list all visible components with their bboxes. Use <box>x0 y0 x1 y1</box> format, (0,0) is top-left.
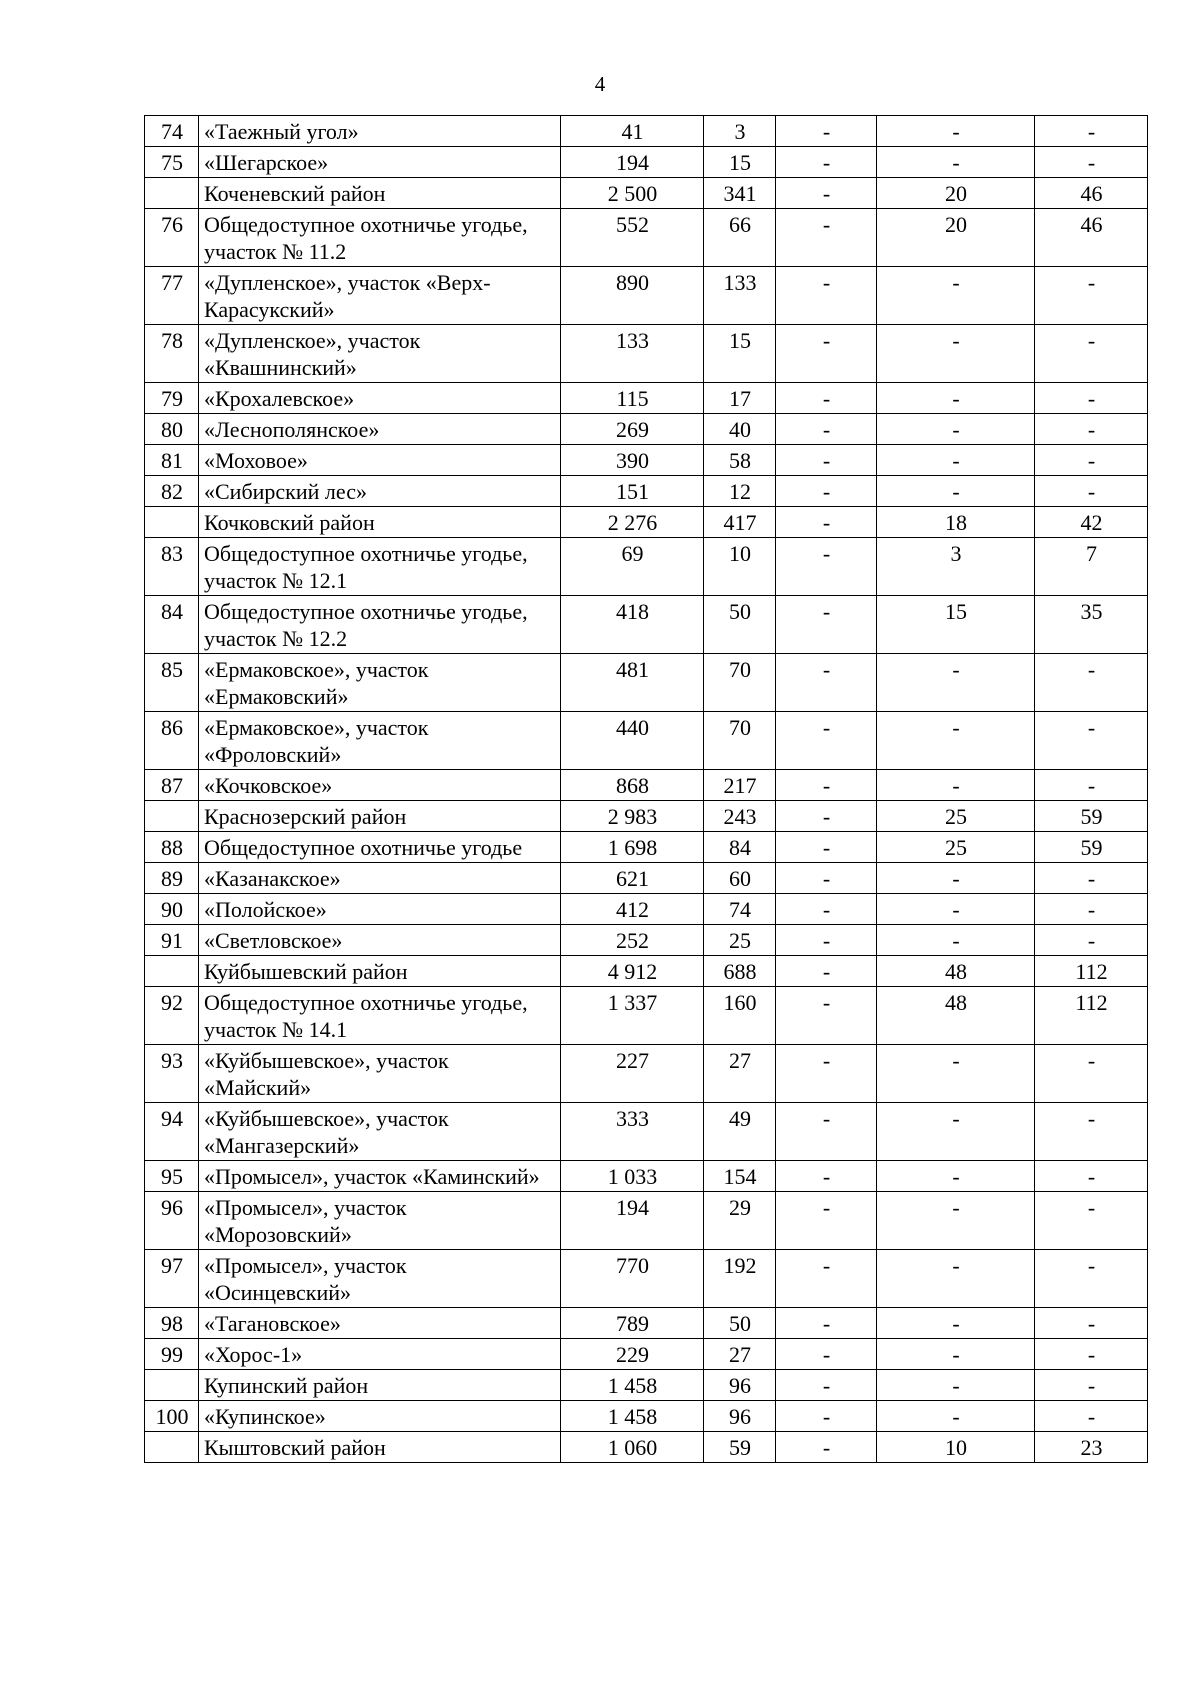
value-cell-5: - <box>1035 1161 1148 1192</box>
value-cell-1: 1 458 <box>561 1401 704 1432</box>
value-cell-5: - <box>1035 1045 1148 1103</box>
ground-name-cell: Коченевский район <box>199 178 561 209</box>
value-cell-1: 252 <box>561 925 704 956</box>
value-cell-3: - <box>776 267 877 325</box>
table-row <box>145 209 1148 267</box>
value-cell-4: 48 <box>877 987 1035 1045</box>
ground-name-cell: «Купинское» <box>199 1401 561 1432</box>
table-row <box>145 1103 1148 1161</box>
value-cell-1: 412 <box>561 894 704 925</box>
value-cell-2: 59 <box>704 1432 776 1463</box>
value-cell-5: - <box>1035 770 1148 801</box>
table-row <box>145 1192 1148 1250</box>
row-number-cell <box>145 801 199 832</box>
table-row <box>145 116 1148 147</box>
value-cell-2: 50 <box>704 1308 776 1339</box>
value-cell-5: - <box>1035 147 1148 178</box>
value-cell-1: 1 060 <box>561 1432 704 1463</box>
value-cell-3: - <box>776 476 877 507</box>
ground-name-cell: Куйбышевский район <box>199 956 561 987</box>
ground-name-cell: «Промысел», участок «Осинцевский» <box>199 1250 561 1308</box>
value-cell-2: 84 <box>704 832 776 863</box>
value-cell-1: 789 <box>561 1308 704 1339</box>
value-cell-3: - <box>776 147 877 178</box>
value-cell-2: 10 <box>704 538 776 596</box>
value-cell-3: - <box>776 956 877 987</box>
value-cell-2: 58 <box>704 445 776 476</box>
value-cell-4: - <box>877 770 1035 801</box>
ground-name-cell: «Промысел», участок «Морозовский» <box>199 1192 561 1250</box>
value-cell-1: 1 458 <box>561 1370 704 1401</box>
value-cell-5: - <box>1035 863 1148 894</box>
table-row <box>145 1161 1148 1192</box>
row-number-cell <box>145 178 199 209</box>
table-row <box>145 383 1148 414</box>
table-row <box>145 654 1148 712</box>
ground-name-cell: «Моховое» <box>199 445 561 476</box>
ground-name-cell: «Шегарское» <box>199 147 561 178</box>
district-summary-row <box>145 178 1148 209</box>
value-cell-3: - <box>776 1370 877 1401</box>
value-cell-5: - <box>1035 1339 1148 1370</box>
value-cell-1: 868 <box>561 770 704 801</box>
value-cell-3: - <box>776 507 877 538</box>
ground-name-cell: Кыштовский район <box>199 1432 561 1463</box>
row-number-cell: 89 <box>145 863 199 894</box>
ground-name-cell: «Полойское» <box>199 894 561 925</box>
row-number-cell: 94 <box>145 1103 199 1161</box>
value-cell-2: 160 <box>704 987 776 1045</box>
value-cell-5: 112 <box>1035 956 1148 987</box>
value-cell-5: - <box>1035 267 1148 325</box>
row-number-cell <box>145 1432 199 1463</box>
ground-name-cell: «Крохалевское» <box>199 383 561 414</box>
value-cell-1: 770 <box>561 1250 704 1308</box>
row-number-cell: 75 <box>145 147 199 178</box>
value-cell-3: - <box>776 1401 877 1432</box>
value-cell-2: 15 <box>704 325 776 383</box>
value-cell-2: 341 <box>704 178 776 209</box>
table-row <box>145 987 1148 1045</box>
row-number-cell: 85 <box>145 654 199 712</box>
row-number-cell: 78 <box>145 325 199 383</box>
row-number-cell: 91 <box>145 925 199 956</box>
table-row <box>145 770 1148 801</box>
table-row <box>145 1250 1148 1308</box>
table-row <box>145 325 1148 383</box>
value-cell-1: 269 <box>561 414 704 445</box>
value-cell-3: - <box>776 863 877 894</box>
value-cell-2: 15 <box>704 147 776 178</box>
district-summary-row <box>145 507 1148 538</box>
value-cell-5: 23 <box>1035 1432 1148 1463</box>
value-cell-1: 133 <box>561 325 704 383</box>
value-cell-2: 133 <box>704 267 776 325</box>
value-cell-4: - <box>877 1339 1035 1370</box>
row-number-cell: 86 <box>145 712 199 770</box>
row-number-cell <box>145 956 199 987</box>
ground-name-cell: «Ермаковское», участок «Фроловский» <box>199 712 561 770</box>
value-cell-1: 41 <box>561 116 704 147</box>
value-cell-4: 3 <box>877 538 1035 596</box>
district-summary-row <box>145 1370 1148 1401</box>
value-cell-3: - <box>776 538 877 596</box>
value-cell-5: 42 <box>1035 507 1148 538</box>
value-cell-1: 621 <box>561 863 704 894</box>
value-cell-2: 60 <box>704 863 776 894</box>
value-cell-1: 151 <box>561 476 704 507</box>
value-cell-5: - <box>1035 414 1148 445</box>
row-number-cell: 88 <box>145 832 199 863</box>
value-cell-1: 194 <box>561 1192 704 1250</box>
table-row <box>145 1401 1148 1432</box>
value-cell-2: 66 <box>704 209 776 267</box>
value-cell-1: 2 276 <box>561 507 704 538</box>
value-cell-3: - <box>776 1045 877 1103</box>
table-row <box>145 925 1148 956</box>
row-number-cell: 79 <box>145 383 199 414</box>
row-number-cell: 98 <box>145 1308 199 1339</box>
ground-name-cell: Кочковский район <box>199 507 561 538</box>
value-cell-5: 59 <box>1035 832 1148 863</box>
value-cell-5: 112 <box>1035 987 1148 1045</box>
table-row <box>145 267 1148 325</box>
value-cell-3: - <box>776 383 877 414</box>
value-cell-3: - <box>776 178 877 209</box>
table-row <box>145 596 1148 654</box>
ground-name-cell: Общедоступное охотничье угодье, участок № 12.1 <box>199 538 561 596</box>
value-cell-5: - <box>1035 325 1148 383</box>
value-cell-3: - <box>776 925 877 956</box>
value-cell-3: - <box>776 1192 877 1250</box>
value-cell-2: 96 <box>704 1401 776 1432</box>
ground-name-cell: Общедоступное охотничье угодье, участок № 12.2 <box>199 596 561 654</box>
table-row <box>145 1045 1148 1103</box>
value-cell-5: - <box>1035 1192 1148 1250</box>
ground-name-cell: «Дупленское», участок «Квашнинский» <box>199 325 561 383</box>
value-cell-3: - <box>776 1339 877 1370</box>
value-cell-1: 69 <box>561 538 704 596</box>
value-cell-4: 48 <box>877 956 1035 987</box>
ground-name-cell: Общедоступное охотничье угодье <box>199 832 561 863</box>
row-number-cell <box>145 1370 199 1401</box>
value-cell-2: 70 <box>704 654 776 712</box>
value-cell-4: 25 <box>877 801 1035 832</box>
ground-name-cell: «Куйбышевское», участок «Майский» <box>199 1045 561 1103</box>
row-number-cell: 84 <box>145 596 199 654</box>
table-row <box>145 894 1148 925</box>
value-cell-2: 154 <box>704 1161 776 1192</box>
value-cell-4: - <box>877 116 1035 147</box>
value-cell-3: - <box>776 832 877 863</box>
table-row <box>145 147 1148 178</box>
ground-name-cell: «Ермаковское», участок «Ермаковский» <box>199 654 561 712</box>
ground-name-cell: «Таежный угол» <box>199 116 561 147</box>
row-number-cell: 92 <box>145 987 199 1045</box>
value-cell-1: 1 337 <box>561 987 704 1045</box>
value-cell-3: - <box>776 654 877 712</box>
value-cell-2: 50 <box>704 596 776 654</box>
value-cell-5: - <box>1035 1308 1148 1339</box>
page-number: 4 <box>594 72 606 96</box>
value-cell-2: 70 <box>704 712 776 770</box>
value-cell-1: 4 912 <box>561 956 704 987</box>
value-cell-5: 35 <box>1035 596 1148 654</box>
row-number-cell: 96 <box>145 1192 199 1250</box>
value-cell-4: - <box>877 414 1035 445</box>
ground-name-cell: Краснозерский район <box>199 801 561 832</box>
value-cell-5: 59 <box>1035 801 1148 832</box>
value-cell-4: - <box>877 1308 1035 1339</box>
value-cell-5: - <box>1035 1250 1148 1308</box>
value-cell-1: 194 <box>561 147 704 178</box>
value-cell-4: - <box>877 654 1035 712</box>
district-summary-row <box>145 801 1148 832</box>
value-cell-3: - <box>776 325 877 383</box>
value-cell-4: 18 <box>877 507 1035 538</box>
value-cell-3: - <box>776 894 877 925</box>
value-cell-4: - <box>877 925 1035 956</box>
table-row <box>145 538 1148 596</box>
value-cell-2: 49 <box>704 1103 776 1161</box>
row-number-cell: 93 <box>145 1045 199 1103</box>
value-cell-2: 96 <box>704 1370 776 1401</box>
value-cell-1: 418 <box>561 596 704 654</box>
value-cell-4: - <box>877 1192 1035 1250</box>
value-cell-2: 3 <box>704 116 776 147</box>
row-number-cell: 76 <box>145 209 199 267</box>
value-cell-5: 46 <box>1035 178 1148 209</box>
value-cell-2: 243 <box>704 801 776 832</box>
value-cell-5: - <box>1035 116 1148 147</box>
value-cell-1: 229 <box>561 1339 704 1370</box>
value-cell-2: 688 <box>704 956 776 987</box>
value-cell-3: - <box>776 1432 877 1463</box>
value-cell-2: 29 <box>704 1192 776 1250</box>
value-cell-1: 333 <box>561 1103 704 1161</box>
value-cell-5: - <box>1035 654 1148 712</box>
ground-name-cell: «Промысел», участок «Каминский» <box>199 1161 561 1192</box>
value-cell-4: - <box>877 1370 1035 1401</box>
value-cell-5: - <box>1035 925 1148 956</box>
value-cell-2: 12 <box>704 476 776 507</box>
table-row <box>145 1308 1148 1339</box>
value-cell-2: 40 <box>704 414 776 445</box>
value-cell-1: 890 <box>561 267 704 325</box>
value-cell-2: 27 <box>704 1045 776 1103</box>
ground-name-cell: «Куйбышевское», участок «Мангазерский» <box>199 1103 561 1161</box>
value-cell-1: 2 500 <box>561 178 704 209</box>
row-number-cell: 99 <box>145 1339 199 1370</box>
value-cell-1: 1 033 <box>561 1161 704 1192</box>
ground-name-cell: «Дупленское», участок «Верх-Карасукский» <box>199 267 561 325</box>
value-cell-4: 25 <box>877 832 1035 863</box>
value-cell-4: - <box>877 712 1035 770</box>
value-cell-2: 417 <box>704 507 776 538</box>
value-cell-3: - <box>776 596 877 654</box>
value-cell-1: 2 983 <box>561 801 704 832</box>
row-number-cell: 77 <box>145 267 199 325</box>
value-cell-5: - <box>1035 445 1148 476</box>
value-cell-1: 227 <box>561 1045 704 1103</box>
value-cell-5: - <box>1035 1370 1148 1401</box>
value-cell-5: 46 <box>1035 209 1148 267</box>
row-number-cell: 95 <box>145 1161 199 1192</box>
row-number-cell: 97 <box>145 1250 199 1308</box>
value-cell-3: - <box>776 770 877 801</box>
row-number-cell: 87 <box>145 770 199 801</box>
ground-name-cell: «Светловское» <box>199 925 561 956</box>
value-cell-2: 217 <box>704 770 776 801</box>
table-row <box>145 414 1148 445</box>
district-summary-row <box>145 1432 1148 1463</box>
table-row <box>145 863 1148 894</box>
value-cell-4: - <box>877 325 1035 383</box>
ground-name-cell: Купинский район <box>199 1370 561 1401</box>
value-cell-4: - <box>877 1250 1035 1308</box>
value-cell-1: 1 698 <box>561 832 704 863</box>
table-row <box>145 712 1148 770</box>
ground-name-cell: «Хорос-1» <box>199 1339 561 1370</box>
value-cell-3: - <box>776 445 877 476</box>
value-cell-1: 390 <box>561 445 704 476</box>
table-body <box>145 116 1148 1463</box>
table-row <box>145 1339 1148 1370</box>
value-cell-3: - <box>776 1308 877 1339</box>
value-cell-4: - <box>877 894 1035 925</box>
value-cell-4: - <box>877 267 1035 325</box>
value-cell-1: 440 <box>561 712 704 770</box>
value-cell-4: 15 <box>877 596 1035 654</box>
row-number-cell: 82 <box>145 476 199 507</box>
value-cell-4: - <box>877 476 1035 507</box>
row-number-cell: 100 <box>145 1401 199 1432</box>
value-cell-3: - <box>776 414 877 445</box>
row-number-cell: 80 <box>145 414 199 445</box>
value-cell-4: - <box>877 445 1035 476</box>
value-cell-4: - <box>877 147 1035 178</box>
value-cell-4: - <box>877 1045 1035 1103</box>
value-cell-5: - <box>1035 476 1148 507</box>
value-cell-1: 552 <box>561 209 704 267</box>
value-cell-5: - <box>1035 383 1148 414</box>
value-cell-4: - <box>877 1401 1035 1432</box>
ground-name-cell: «Казанакское» <box>199 863 561 894</box>
ground-name-cell: «Сибирский лес» <box>199 476 561 507</box>
value-cell-2: 192 <box>704 1250 776 1308</box>
hunting-grounds-table <box>144 115 1148 1463</box>
value-cell-5: - <box>1035 894 1148 925</box>
value-cell-5: 7 <box>1035 538 1148 596</box>
value-cell-3: - <box>776 209 877 267</box>
value-cell-5: - <box>1035 712 1148 770</box>
ground-name-cell: Общедоступное охотничье угодье, участок № 14.1 <box>199 987 561 1045</box>
value-cell-2: 27 <box>704 1339 776 1370</box>
value-cell-4: - <box>877 863 1035 894</box>
row-number-cell: 81 <box>145 445 199 476</box>
value-cell-2: 25 <box>704 925 776 956</box>
value-cell-1: 115 <box>561 383 704 414</box>
ground-name-cell: «Леснополянское» <box>199 414 561 445</box>
value-cell-2: 17 <box>704 383 776 414</box>
value-cell-4: - <box>877 1161 1035 1192</box>
value-cell-3: - <box>776 987 877 1045</box>
value-cell-3: - <box>776 1250 877 1308</box>
value-cell-3: - <box>776 116 877 147</box>
ground-name-cell: «Тагановское» <box>199 1308 561 1339</box>
row-number-cell: 83 <box>145 538 199 596</box>
value-cell-4: 20 <box>877 209 1035 267</box>
value-cell-4: - <box>877 383 1035 414</box>
value-cell-3: - <box>776 1161 877 1192</box>
value-cell-3: - <box>776 712 877 770</box>
ground-name-cell: Общедоступное охотничье угодье, участок № 11.2 <box>199 209 561 267</box>
value-cell-1: 481 <box>561 654 704 712</box>
value-cell-4: 10 <box>877 1432 1035 1463</box>
district-summary-row <box>145 956 1148 987</box>
table-row <box>145 445 1148 476</box>
table-row <box>145 476 1148 507</box>
value-cell-3: - <box>776 801 877 832</box>
table-row <box>145 832 1148 863</box>
value-cell-4: 20 <box>877 178 1035 209</box>
ground-name-cell: «Кочковское» <box>199 770 561 801</box>
value-cell-3: - <box>776 1103 877 1161</box>
value-cell-5: - <box>1035 1401 1148 1432</box>
value-cell-4: - <box>877 1103 1035 1161</box>
row-number-cell: 74 <box>145 116 199 147</box>
value-cell-5: - <box>1035 1103 1148 1161</box>
row-number-cell: 90 <box>145 894 199 925</box>
row-number-cell <box>145 507 199 538</box>
value-cell-2: 74 <box>704 894 776 925</box>
